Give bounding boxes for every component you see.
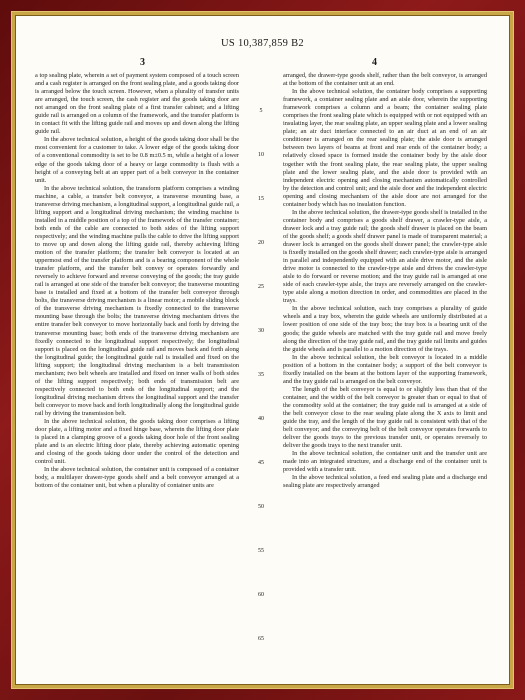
right-column — [283, 72, 487, 672]
line-number: 40 — [258, 416, 264, 422]
line-number: 55 — [258, 548, 264, 554]
line-numbers — [244, 72, 278, 672]
line-number: 15 — [258, 196, 264, 202]
line-number: 35 — [258, 372, 264, 378]
right-paragraph: In the above technical solution, each tray comprises a plurality of guide wheels and a tray box, wherein the guide wheels are uniformly distributed at a lower position of one side of the tray box; the tray box is a bearing unit of the goods; the guide wheels are matched with the tray guide rail and move freely along the direction of the tray guide rail, and the tray guide rail limits and guides the guide wheels and is parallel to a motion direction of the trays. — [283, 305, 487, 353]
right-paragraph: In the above technical solution, the container unit and the transfer unit are made into an integrated structure, and a discharge end of the container unit is provided with a transfer unit. — [283, 450, 487, 474]
right-paragraph: In the above technical solution, the drawer-type goods shelf is installed in the container body and comprises a goods shelf drawer, a crawler-type aisle, a drawer lock and a tray guide rail; the goods shelf drawer is placed on the beam of the goods shelf; a goods shelf drawer panel is made of transparent material; a drawer lock is arranged on the goods shelf drawer panel; the crawler-type aisle is fixedly installed on the goods shelf drawer; each crawler-type aisle is arranged in parallel and independently equipped with an aisle drive motor, and the aisle drive motor is connected to the crawler-type aisle and drives the crawler-type aisle to do forward or reverse motion; and the tray guide rail is arranged at one side of each crawler-type aisle, the trays are reversely arranged on the crawler-type aisle along a motion direction in order, and commodities are placed in the trays. — [283, 208, 487, 305]
left-column — [35, 72, 239, 672]
patent-page — [20, 20, 505, 680]
left-paragraph: In the above technical solution, the transform platform comprises a winding machine, a cable, a transfer belt conveyor, a transverse mounting base, a transverse driving mechanism, a longitudinal support, a longitudinal guide rail, a lifting support and a longitudinal driving mechanism; the winding machine is installed in a middle position of a top of the framework of the transfer container; both ends of the cable are connected to both sides of the lifting support respectively; and the winding machine pulls the cable to drive the lifting support to move up and down along the lifting guide rail, thereby achieving lifting motion of the transfer platform; the transfer belt conveyor is located at an uppermost end of the transfer platform and is a bearing component of the whole transfer platform, and the transfer belt convey or operates forwardly and reversely to achieve forward and reverse conveying of the goods; the tray guide rail is arranged at one side of the transfer belt conveyor; the transverse mounting base is installed and fixed at a bottom of the transfer belt conveyor through bolts, the transverse driving mechanism is a linear motor; a mobile sliding block of the transverse driving mechanism is fixedly connected to the transverse mounting base through the bolts; the transverse driving mechanism drives the entire transfer belt conveyor to move horizontally back and forth by driving the transverse mounting base; both ends of the transverse driving mechanism are fixedly connected to the longitudinal support respectively; the longitudinal support is placed on the longitudinal guide rail and moves back and forth along the longitudinal guide; the longitudinal guide rail is installed and fixed on the lifting support; the longitudinal driving mechanism is a belt transmission mechanism; two belt wheels are installed and fixed on inner walls of both sides of the lifting support respectively; both ends of transmission belt are respectively connected to both ends of the longitudinal support; and the longitudinal driving mechanism drives the longitudinal support and the transfer belt conveyor to move back and forth longitudinally along the longitudinal guide rail by driving the transmission belt. — [35, 184, 239, 417]
line-number: 65 — [258, 636, 264, 642]
right-paragraph: arranged, the drawer-type goods shelf, rather than the belt conveyor, is arranged at the bottom of the container unit at an end. — [283, 72, 487, 88]
left-paragraph: a top sealing plate, wherein a set of payment system composed of a touch screen and a cash register is arranged on the front sealing plate, and a goods taking door is arranged below the touch screen. However, when a plurality of transfer units are arranged, the touch screen, the cash register and the goods taking door are not arranged on the front sealing plate of a first transfer cabinet; and a lifting guide rail is arranged on a column of the framework, and the transfer platform is in contact fit with the lifting guide rail and moves up and down along the lifting guide rail. — [35, 72, 239, 136]
right-paragraph: In the above technical solution, a feed end sealing plate and a discharge end sealing plate are respectively arranged — [283, 474, 487, 490]
line-number: 20 — [258, 240, 264, 246]
left-paragraph: In the above technical solution, a height of the goods taking door shall be the most convenient for a customer to take. A lower edge of the goods taking door of a conventional commodity is set to be 0.8 m±0.5 m, while a height of a lower edge of the goods taking door of a heavy or large commodity is flush with a height of a conveying belt at an upper part of a belt conveyor in the container unit. — [35, 136, 239, 184]
patent-number: US 10,387,859 B2 — [221, 38, 304, 49]
line-number: 10 — [258, 152, 264, 158]
left-column-number: 3 — [140, 57, 145, 68]
line-number: 25 — [258, 284, 264, 290]
line-number: 45 — [258, 460, 264, 466]
line-number: 30 — [258, 328, 264, 334]
left-paragraph: In the above technical solution, the container unit is composed of a container body, a multilayer drawer-type goods shelf and a belt conveyor arranged at a bottom of the container unit, but when a plurality of container units are — [35, 466, 239, 490]
right-paragraph: In the above technical solution, the container body comprises a supporting framework, a container sealing plate and an aisle door, wherein the supporting framework comprises a column and a beam; the container sealing plate comprises the front sealing plate which is equipped with or not equipped with an insulating layer, the rear sealing plate, an upper sealing plate and a lower sealing plate; an air duct interface connected to an air duct at an end of an air conditioner is arranged on the rear sealing plate; the aisle door is arranged between two layers of beams at front and rear ends of the container body; a relatively closed space is formed inside the container body by the aisle door together with the front sealing plate, the rear sealing plate, the upper sealing plate and the lower sealing plate, and the aisle door is provided with an independent electric opening and closing mechanism automatically controlled by the detection and control unit; and the aisle door and the independent electric opening and closing mechanism of the aisle door are not arranged for the container body which has no insulation function. — [283, 88, 487, 208]
line-number: 60 — [258, 592, 264, 598]
line-number: 5 — [259, 108, 263, 114]
line-number: 50 — [258, 504, 264, 510]
right-paragraph: In the above technical solution, the belt conveyor is located in a middle position of a bottom in the container body; a support of the belt conveyor is fixedly installed on the beam at the bottom layer of the supporting framework, and the tray guide rail is arranged on the belt conveyor. — [283, 353, 487, 385]
right-column-number: 4 — [372, 57, 377, 68]
right-paragraph: The length of the belt conveyor is equal to or slightly less than that of the container, and the width of the belt conveyor is greater than or equal to that of the commodity sold at the container; the tray guide rail is arranged at a side of the belt conveyor close to the rear sealing plate along the X axis to limit and guide the tray, and the length of the tray guide rail is consistent with that of the belt conveyor; and the conveying belt of the belt conveyor operates forwards to deliver the goods trays to the previous transfer unit, or operates reversely to deliver the goods trays to the next transfer unit. — [283, 385, 487, 450]
left-paragraph: In the above technical solution, the goods taking door comprises a lifting door plate, a lifting motor and a fixed hinge base, wherein the lifting door plate is placed in a clamping groove of a goods taking door hole of the front sealing plate and is an electric lifting door plate, thereby achieving automatic opening and closing of the goods taking door under the control of the detection and control unit. — [35, 418, 239, 466]
